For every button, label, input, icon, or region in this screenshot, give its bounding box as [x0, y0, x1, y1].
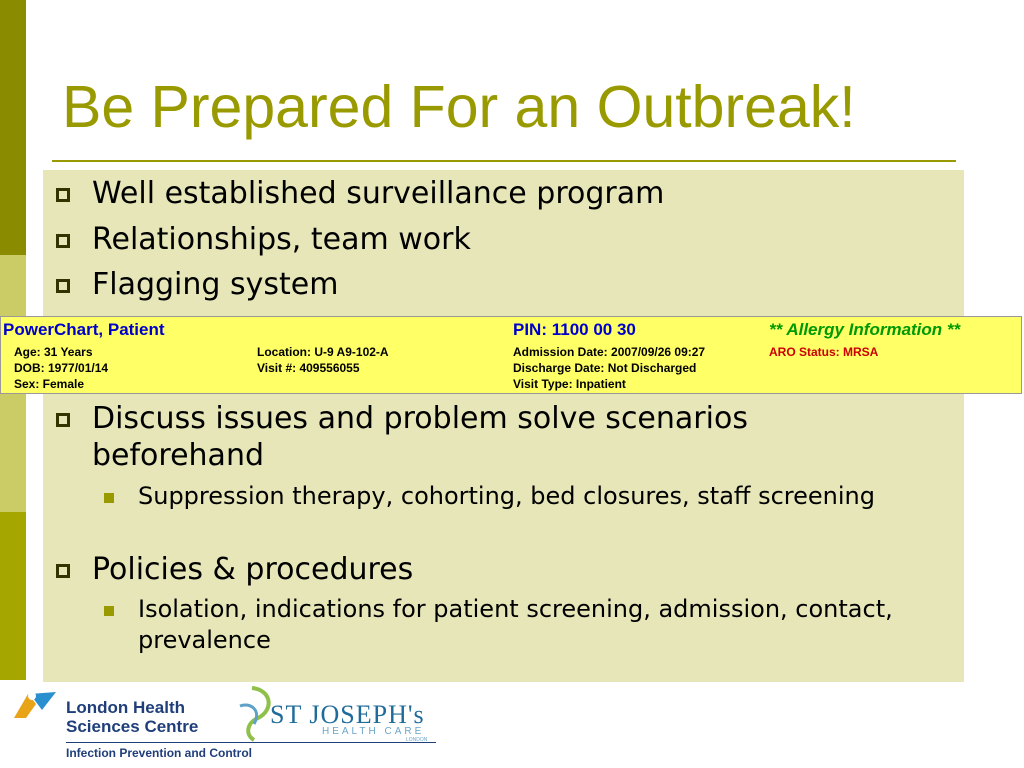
bullet-text: Well established surveillance program [92, 176, 665, 211]
st-josephs-name: ST JOSEPH's [270, 700, 425, 729]
sidebar-strip-top [0, 0, 26, 255]
bullet-policies [56, 551, 912, 588]
hollow-square-bullet-icon [56, 234, 70, 248]
filled-square-bullet-icon [104, 606, 114, 616]
banner-discharge-date: Discharge Date: Not Discharged [513, 361, 697, 375]
powerchart-patient-banner [0, 316, 1022, 394]
filled-square-bullet-icon [104, 493, 114, 503]
hollow-square-bullet-icon [56, 188, 70, 202]
banner-aro-status: ARO Status: MRSA [769, 345, 879, 359]
lhsc-name-line1: London Health [66, 698, 185, 717]
st-josephs-subtitle: HEALTH CARE [322, 726, 425, 737]
banner-app-title: PowerChart, Patient [3, 320, 165, 339]
banner-sex: Sex: Female [14, 377, 85, 391]
title-divider [52, 160, 956, 162]
lhsc-name-line2: Sciences Centre [66, 717, 199, 736]
banner-pin: PIN: 1100 00 30 [513, 320, 636, 339]
banner-age: Age: 31 Years [14, 345, 93, 359]
hollow-square-bullet-icon [56, 564, 70, 578]
bullet-relationships [56, 221, 912, 258]
bullet-text: Flagging system [92, 267, 339, 302]
hollow-square-bullet-icon [56, 279, 70, 293]
banner-location: Location: U-9 A9-102-A [257, 345, 389, 359]
sidebar-strip-bottom [0, 512, 26, 680]
lhsc-name [66, 698, 198, 736]
slide-title: Be Prepared For an Outbreak! [62, 74, 856, 140]
bullet-flagging [56, 266, 912, 303]
sub-bullet-isolation [104, 594, 918, 656]
banner-visit-type: Visit Type: Inpatient [513, 377, 626, 391]
bullet-text: Discuss issues and problem solve scenarios beforehand [92, 401, 748, 473]
sub-bullet-text: Suppression therapy, cohorting, bed closures, staff screening [138, 482, 875, 510]
banner-admission-date: Admission Date: 2007/09/26 09:27 [513, 345, 706, 359]
banner-allergy-information: ** Allergy Information ** [769, 320, 961, 339]
banner-dob: DOB: 1977/01/14 [14, 361, 109, 375]
bullet-discuss-issues [56, 400, 912, 474]
hollow-square-bullet-icon [56, 413, 70, 427]
lhsc-logo-icon [12, 690, 58, 720]
bullet-text: Relationships, team work [92, 222, 471, 257]
bullet-surveillance [56, 175, 912, 212]
st-josephs-city: LONDON [406, 737, 428, 743]
lhsc-subtitle: Infection Prevention and Control [66, 746, 253, 760]
sub-bullet-suppression [104, 481, 918, 512]
footer-divider [66, 742, 436, 743]
sub-bullet-text: Isolation, indications for patient screening, admission, contact, prevalence [138, 595, 893, 654]
banner-visit: Visit #: 409556055 [257, 361, 360, 375]
bullet-text: Policies & procedures [92, 552, 414, 587]
